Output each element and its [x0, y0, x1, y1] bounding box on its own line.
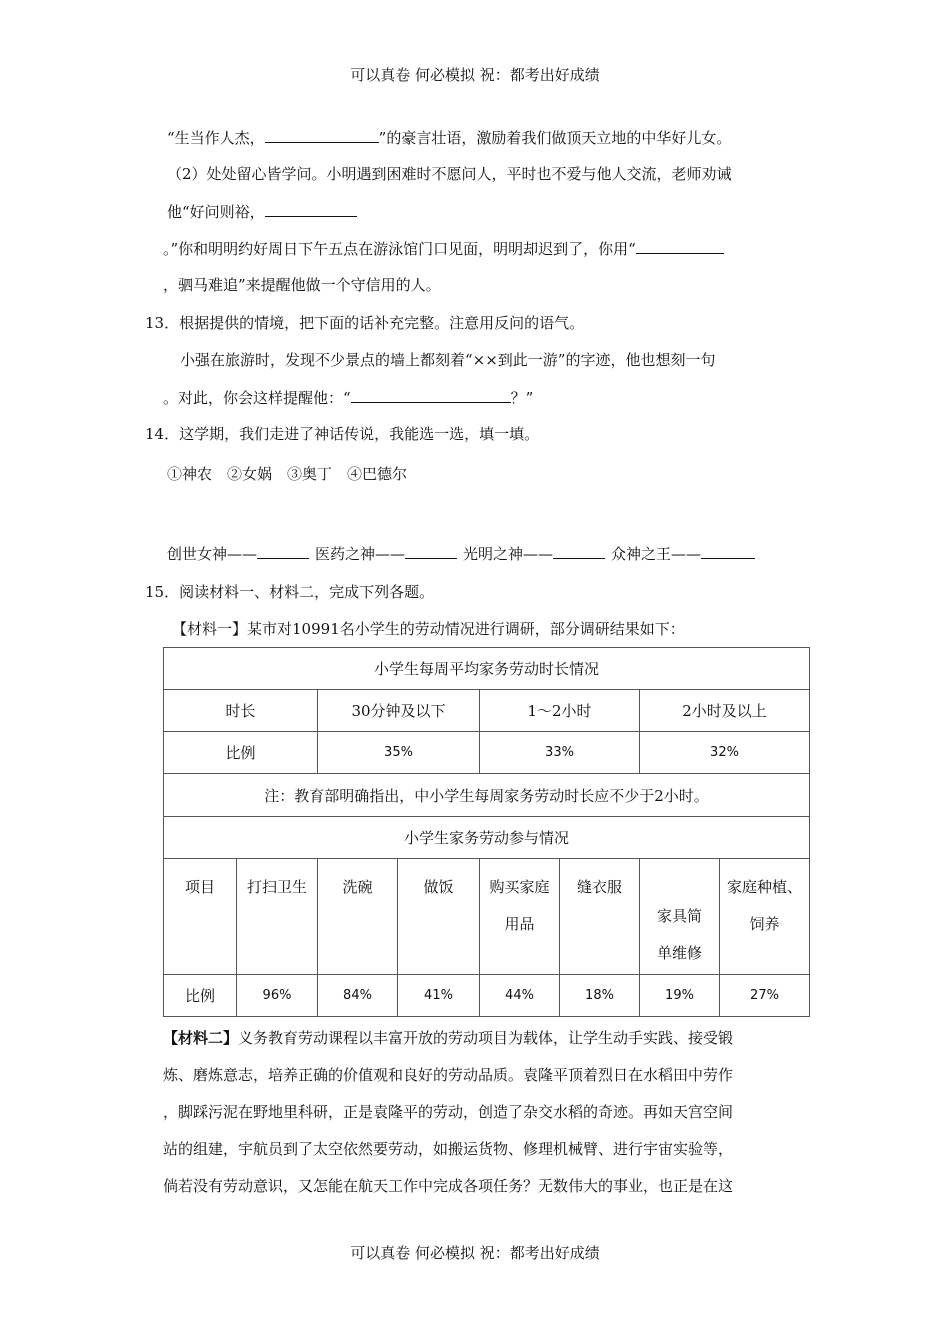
answer-blank-4[interactable]: [351, 387, 511, 403]
table2-header-repair: 家具简单维修: [640, 859, 720, 975]
material-two-text-1: 义务教育劳动课程以丰富开放的劳动项目为载体，让学生动手实践、接受锻: [238, 1029, 734, 1047]
answer-blank-8[interactable]: [701, 543, 755, 559]
table2-title: 小学生家务劳动参与情况: [164, 817, 810, 859]
answer-blank-3[interactable]: [636, 238, 724, 254]
q13-line2-start: 。对此，你会这样提醒他：“: [163, 389, 351, 407]
table2-cell-cooking: 41%: [398, 975, 480, 1017]
material-two-label: 【材料二】: [163, 1029, 239, 1047]
q14-fill-3-label: 光明之神——: [463, 545, 554, 563]
survey-table: [163, 647, 810, 1017]
table2-cell-planting: 27%: [720, 975, 810, 1017]
table1-header-1-2h: 1～2小时: [480, 690, 640, 732]
material-one-label: 【材料一】: [172, 620, 248, 638]
table1-row-label: 比例: [164, 732, 318, 774]
table2-header-dishes: 洗碗: [318, 859, 398, 975]
q14-title: 14．这学期，我们走进了神话传说，我能选一选，填一填。: [145, 425, 540, 443]
q13-line1: 小强在旅游时，发现不少景点的墙上都刻着“××到此一游”的字迹，他也想刻一句: [180, 351, 716, 369]
q12-line5: ，驷马难追”来提醒他做一个守信用的人。: [163, 276, 441, 294]
material-one-text: 某市对10991名小学生的劳动情况进行调研，部分调研结果如下：: [247, 620, 685, 638]
answer-blank-7[interactable]: [553, 543, 605, 559]
table2-header-cooking: 做饭: [398, 859, 480, 975]
table2-cell-sewing: 18%: [560, 975, 640, 1017]
table1-cell-2h-plus: 32%: [640, 732, 810, 774]
table1-header-30min: 30分钟及以下: [318, 690, 480, 732]
answer-blank-5[interactable]: [257, 543, 309, 559]
material-one-intro: [172, 619, 685, 639]
answer-blank-1[interactable]: [265, 127, 379, 143]
table2-header-cleaning: 打扫卫生: [237, 859, 318, 975]
answer-blank-2[interactable]: [265, 201, 357, 217]
q12-line4-text: 。”你和明明约好周日下午五点在游泳馆门口见面，明明却迟到了，你用“: [163, 240, 636, 258]
q13-line2-end: ？”: [510, 389, 534, 407]
table1-title: 小学生每周平均家务劳动时长情况: [164, 648, 810, 690]
table2-header-item: 项目: [164, 859, 237, 975]
q14-options: ①神农 ②女娲 ③奥丁 ④巴德尔: [167, 465, 408, 483]
material-two-line1: [163, 1028, 733, 1048]
page-footer: 可以真卷 何必模拟 祝：都考出好成绩: [350, 1244, 600, 1262]
material-two-line3: ，脚踩污泥在野地里科研，正是袁隆平的劳动，创造了杂交水稻的奇迹。再如天宫空间: [163, 1103, 734, 1121]
table-note: 注：教育部明确指出，中小学生每周家务劳动时长应不少于2小时。: [164, 774, 810, 817]
q12-line3-text: 他“好问则裕，: [167, 203, 265, 221]
material-two-line2: 炼、磨炼意志，培养正确的价值观和良好的劳动品质。袁隆平顶着烈日在水稻田中劳作: [163, 1066, 734, 1084]
q12-line3: [167, 201, 357, 222]
table2-header-sewing: 缝衣服: [560, 859, 640, 975]
material-two-line5: 倘若没有劳动意识，又怎能在航天工作中完成各项任务？无数伟大的事业，也正是在这: [163, 1177, 734, 1195]
table2-cell-dishes: 84%: [318, 975, 398, 1017]
q14-fill-2-label: 医药之神——: [315, 545, 406, 563]
q14-fill-1-label: 创世女神——: [167, 545, 258, 563]
q12-line2: （2）处处留心皆学问。小明遇到困难时不愿问人，平时也不爱与他人交流，老师劝诫: [167, 165, 732, 183]
table2-cell-cleaning: 96%: [237, 975, 318, 1017]
q12-line1-start: “生当作人杰，: [167, 129, 265, 147]
table1-cell-30min: 35%: [318, 732, 480, 774]
table2-row-label: 比例: [164, 975, 237, 1017]
q13-line2: [163, 387, 533, 408]
q15-title: 15．阅读材料一、材料二，完成下列各题。: [145, 583, 435, 601]
answer-blank-6[interactable]: [405, 543, 457, 559]
table1-cell-1-2h: 33%: [480, 732, 640, 774]
table2-cell-shopping: 44%: [480, 975, 560, 1017]
table2-header-planting: 家庭种植、饲养: [720, 859, 810, 975]
table2-header-shopping: 购买家庭用品: [480, 859, 560, 975]
page-header: 可以真卷 何必模拟 祝：都考出好成绩: [350, 66, 600, 84]
q14-fill-4-label: 众神之王——: [611, 545, 702, 563]
q12-line1-end: ”的豪言壮语，激励着我们做顶天立地的中华好儿女。: [378, 129, 732, 147]
table1-header-2h-plus: 2小时及以上: [640, 690, 810, 732]
q14-fill-line: [167, 543, 755, 564]
material-two-line4: 站的组建，宇航员到了太空依然要劳动，如搬运货物、修理机械臂、进行宇宙实验等，: [163, 1140, 734, 1158]
q13-title: 13．根据提供的情境，把下面的话补充完整。注意用反问的语气。: [145, 314, 585, 332]
q12-line1: [167, 127, 731, 148]
table2-cell-repair: 19%: [640, 975, 720, 1017]
q12-line4: [163, 238, 724, 259]
table1-header-duration: 时长: [164, 690, 318, 732]
